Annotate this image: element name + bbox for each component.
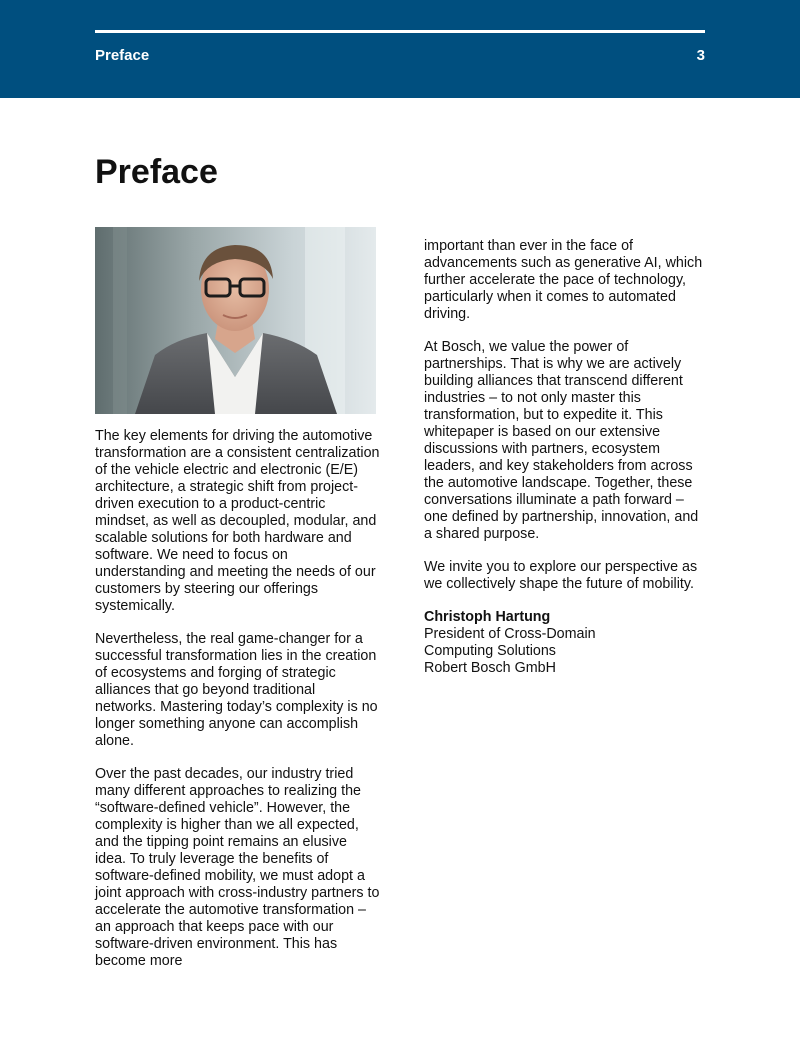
signature-company: Robert Bosch GmbH [424,660,556,676]
signature-role-continued: Computing Solutions [424,643,556,659]
body-paragraph: Over the past decades, our industry tried many different approaches to realizing the “software-defined vehicle”. However, the complexity is higher than we all expected, and the tipping point remains an elusive idea. To truly leverage the benefits of software-defined mobility, we must adopt a joint approach with cross-industry partners to accelerate the automotive transformation – an approach that keeps pace with our software-driven environment. This has become more [95,766,380,969]
signature-name: Christoph Hartung [424,609,551,625]
header-band [0,0,800,98]
page-title: Preface [95,153,218,191]
signature-block [424,609,709,677]
page-number: 3 [696,47,705,64]
body-paragraph: important than ever in the face of advancements such as generative AI, which further accelerate the pace of technology, particularly when it comes to automated driving. [424,238,703,322]
header-section-label: Preface [95,47,150,64]
signature-role: President of Cross-Domain [424,626,596,642]
body-paragraph: At Bosch, we value the power of partnerships. That is why we are actively building alliances that transcend different industries – to not only master this transformation, but to expedite it. This whitepaper is based on our extensive discussions with partners, ecosystem leaders, and key stakeholders from across the automotive landscape. Together, these conversations illuminate a path forward – one defined by partnership, innovation, and a shared purpose. [424,339,699,542]
body-paragraph: We invite you to explore our perspective as we collectively shape the future of mobility. [424,559,698,592]
body-paragraph: Nevertheless, the real game-changer for a successful transformation lies in the creation of ecosystems and forging of strategic alliances that go beyond traditional networks. Mastering today’s complexity is no longer something anyone can accomplish alone. [95,631,378,749]
header-rule [95,30,705,33]
left-column [95,428,380,986]
right-column [424,238,709,677]
body-paragraph: The key elements for driving the automotive transformation are a consistent centralization of the vehicle electric and electronic (E/E) architecture, a strategic shift from project-driven execution to a product-centric mindset, as well as decoupled, modular, and scalable solutions for both hardware and software. We need to focus on understanding and meeting the needs of our customers by steering our offerings systemically. [95,428,380,614]
portrait-photo [95,227,376,414]
